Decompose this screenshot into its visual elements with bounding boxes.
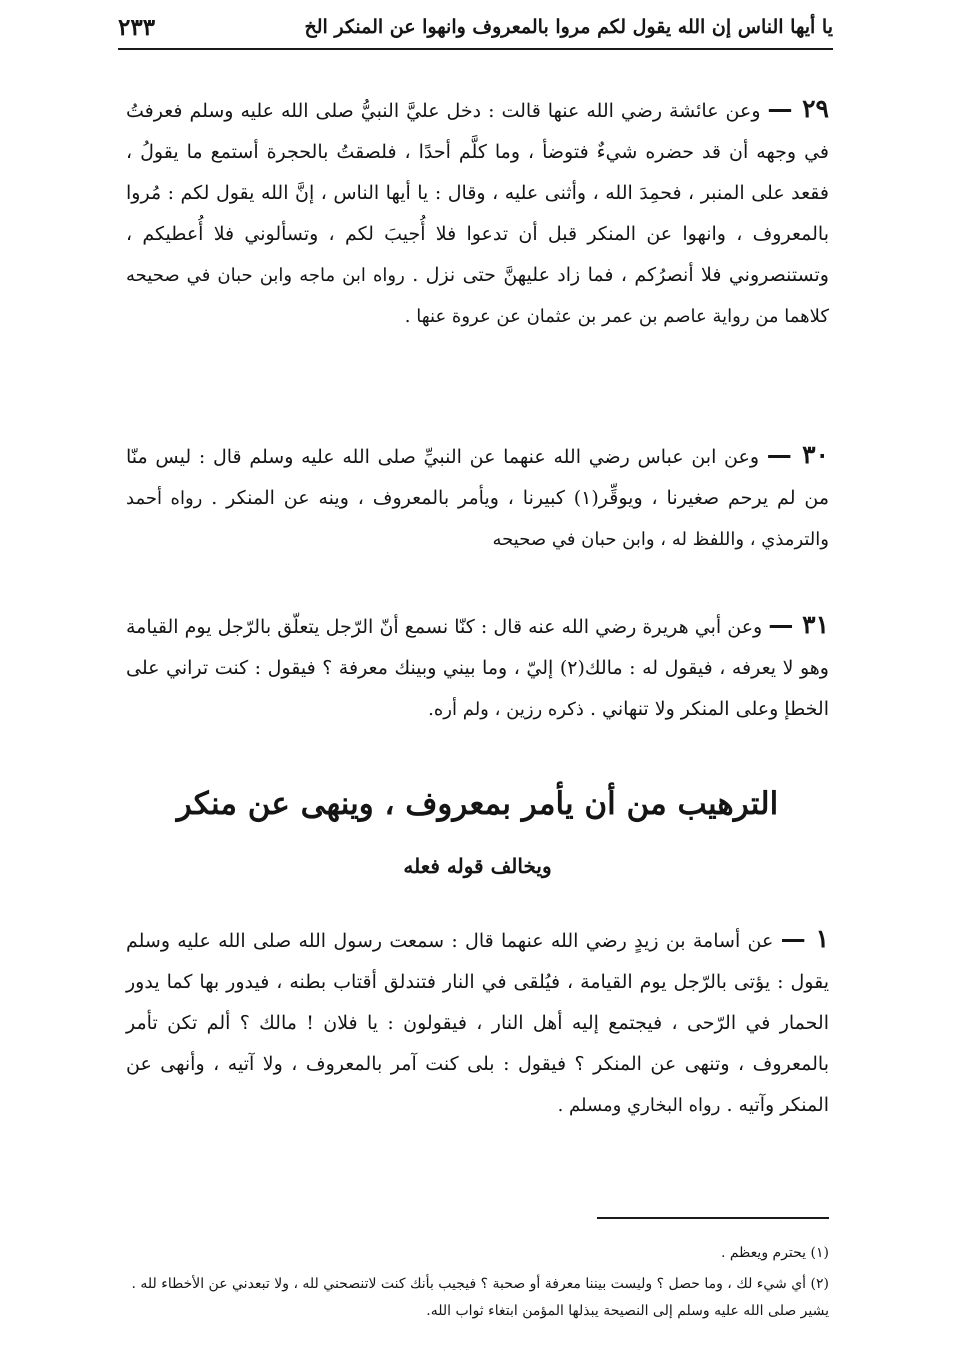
section-subtitle: ويخالف قوله فعله bbox=[403, 854, 552, 878]
hadith-source: رواه ابن ماجه وابن حبان في صحيحه كلاهما من رواية عاصم بن عمر بن عثمان عن عروة عنها . bbox=[126, 265, 829, 327]
running-title: يا أيها الناس إن الله يقول لكم مروا بالمعروف وانهوا عن المنكر الخ bbox=[304, 16, 833, 38]
hadith-number: ١ — bbox=[780, 924, 829, 953]
footnotes bbox=[126, 1240, 829, 1329]
footnote-rule bbox=[597, 1217, 829, 1219]
hadith-31 bbox=[126, 604, 829, 730]
hadith-number: ٣١ — bbox=[768, 610, 829, 639]
page-number: ٢٣٣ bbox=[118, 13, 156, 41]
footnote-1: (١) يحترم ويعظم . bbox=[720, 1245, 829, 1261]
header-rule bbox=[118, 48, 833, 50]
section-title: الترهيب من أن يأمر بمعروف ، وينهى عن منكر bbox=[176, 786, 779, 822]
section-hadith-1 bbox=[126, 918, 829, 1126]
hadith-source: رواه أحمد والترمذي ، واللفظ له ، وابن حبان في صحيحه bbox=[126, 488, 829, 550]
hadith-source: ذكره رزين ، ولم أره. bbox=[428, 699, 584, 720]
hadith-text: وعن أبي هريرة رضي الله عنه قال : كنّا نسمع أنّ الرّجل يتعلّق بالرّجل يوم القيامة وهو لا يعرفه ، فيقول له : مالك(٢) إليّ ، وما بيني وبينك معرفة ؟ فيقول : كنت تراني على الخطإ وعلى المنكر ولا تنهاني . bbox=[126, 616, 829, 720]
hadith-text: وعن ابن عباس رضي الله عنهما عن النبيِّ صلى الله عليه وسلم قال : ليس منّا من لم يرحم صغيرنا ، ويوقِّر(١) كبيرنا ، ويأمر بالمعروف ، وينه عن المنكر . bbox=[126, 446, 829, 509]
hadith-29 bbox=[126, 88, 829, 337]
hadith-source: رواه البخاري ومسلم . bbox=[557, 1095, 721, 1116]
hadith-text: عن أسامة بن زيدٍ رضي الله عنهما قال : سمعت رسول الله صلى الله عليه وسلم يقول : يؤتى بالرّجل يوم القيامة ، فيُلقى في النار فتندلق أقتاب بطنه ، فيدور بها كما يدور الحمار في الرّحى ، فيجتمع إليه أهل النار ، فيقولون : يا فلان ! مالك ؟ ألم تكن تأمر بالمعروف ، وتنهى عن المنكر ؟ فيقول : بلى كنت آمر بالمعروف ، ولا آتيه ، وأنهى عن المنكر وآتيه . bbox=[126, 930, 829, 1116]
hadith-30 bbox=[126, 434, 829, 560]
hadith-text: وعن عائشة رضي الله عنها قالت : دخل عليَّ النبيُّ صلى الله عليه وسلم فعرفتُ في وجهه أن قد حضره شيءٌ فتوضأ ، وما كلَّم أحدًا ، فلصقتُ بالحجرة أستمع ما يقولُ ، فقعد على المنبر ، فحمِدَ الله ، وأثنى عليه ، وقال : يا أيها الناس ، إنَّ الله يقول لكم : مُروا بالمعروف ، وانهوا عن المنكر قبل أن تدعوا فلا أُجيبَ لكم ، وتسألوني فلا أُعطيكم ، وتستنصروني فلا أنصرُكم ، فما زاد عليهنَّ حتى نزل . bbox=[126, 100, 829, 286]
hadith-number: ٢٩ — bbox=[767, 94, 829, 123]
footnote-2: (٢) أي شيء لك ، وما حصل ؟ وليست بيننا معرفة أو صحبة ؟ فيجيب بأنك كنت لاتنصحني لله ، ولا تبعدني عن الأخطاء لله . يشير صلى الله عليه وسلم إلى النصيحة يبذلها المؤمن ابتغاء ثواب الله. bbox=[131, 1276, 829, 1319]
hadith-number: ٣٠ — bbox=[766, 440, 829, 469]
running-header bbox=[118, 12, 833, 42]
